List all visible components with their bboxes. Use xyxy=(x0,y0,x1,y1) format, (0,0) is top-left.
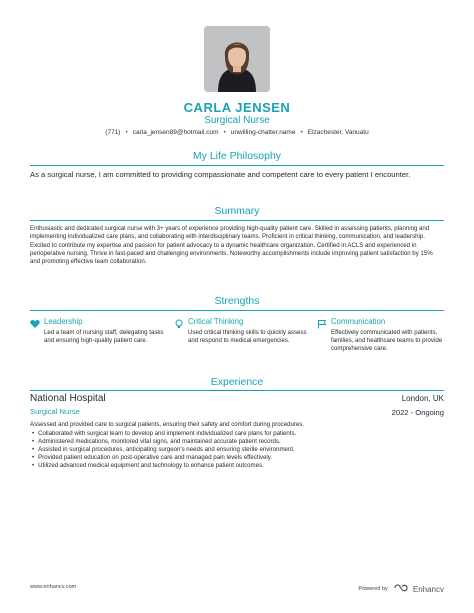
flag-icon xyxy=(317,316,327,326)
strength-title: Communication xyxy=(331,316,386,326)
strength-title: Critical Thinking xyxy=(188,316,244,326)
strength-head xyxy=(30,315,170,327)
separator-dot: • xyxy=(300,129,303,136)
list-item: • Provided patient education on post-operative care and managed pain levels effectively. xyxy=(32,454,442,462)
separator-dot: • xyxy=(125,129,128,136)
list-item: • Collaborated with surgical team to develop and implement individualized care plans for patients. xyxy=(32,430,442,438)
job-company: National Hospital xyxy=(30,393,106,404)
job-role: Surgical Nurse xyxy=(30,407,80,416)
powered-by-label: Powered by xyxy=(358,586,388,592)
list-item: • Utilized advanced medical equipment and technology to enhance patient outcomes. xyxy=(32,462,442,470)
strength-title: Leadership xyxy=(44,316,83,326)
section-heading-experience: Experience xyxy=(210,376,264,388)
strength-head xyxy=(317,315,457,327)
strength-item xyxy=(317,315,457,353)
job-summary: Assessed and provided care to surgical patients, ensuring their safety and comfort during procedures. xyxy=(30,421,305,428)
summary-text: Enthusiastic and dedicated surgical nurse with 3+ years of experience providing high-quality patient care. Skilled in assessing patients, planning and implementing individualized care plans, and collaborating with interdisciplinary teams. Proficient in critical thinking, communication, and leadership. Excited to contribute my expertise and passion for patient advocacy to a dynamic healthcare organization. Certified in ACLS and experienced in perioperative nursing. Thrive in fast-paced and challenging environments. Noteworthy accomplishments include improving patient satisfaction by 15% and promoting effective team collaboration. xyxy=(30,225,433,266)
job-dates: 2022 - Ongoing xyxy=(391,408,444,417)
lightbulb-icon xyxy=(174,316,184,326)
section-divider xyxy=(30,220,444,221)
job-bullets xyxy=(32,430,442,470)
location: Elzachester, Vanuatu xyxy=(307,129,369,136)
strength-head xyxy=(174,315,314,327)
job-location: London, UK xyxy=(401,394,444,403)
section-heading-philosophy: My Life Philosophy xyxy=(192,150,282,162)
separator-dot: • xyxy=(223,129,226,136)
strength-desc: Led a team of nursing staff, delegating tasks and ensuring high-quality patient care. xyxy=(44,329,164,344)
email: carla_jensen89@hotmail.com xyxy=(132,129,219,136)
contact-line xyxy=(0,129,474,136)
candidate-name: CARLA JENSEN xyxy=(183,100,291,115)
section-divider xyxy=(30,310,444,311)
list-item: • Assisted in surgical procedures, anticipating surgeon's needs and ensuring sterile environment. xyxy=(32,446,442,454)
philosophy-text: As a surgical nurse, I am committed to providing compassionate and competent care to every patient I encounter. xyxy=(30,170,411,179)
strength-item xyxy=(174,315,314,345)
section-divider xyxy=(30,390,444,391)
section-heading-strengths: Strengths xyxy=(214,295,260,307)
profile-photo xyxy=(204,26,270,92)
strength-desc: Used critical thinking skills to quickly assess and respond to medical emergencies. xyxy=(188,329,307,344)
footer-brand xyxy=(358,580,444,598)
strength-item xyxy=(30,315,170,345)
section-divider xyxy=(30,165,444,166)
phone: (771) xyxy=(105,129,121,136)
website: unwilling-chatter.name xyxy=(230,129,296,136)
section-heading-summary: Summary xyxy=(214,205,260,217)
strength-desc: Effectively communicated with patients, families, and healthcare teams to provide comprehensive care. xyxy=(331,329,443,352)
footer-website: www.enhancv.com xyxy=(30,584,77,590)
list-item: • Administered medications, monitored vital signs, and maintained accurate patient records. xyxy=(32,438,442,446)
candidate-title: Surgical Nurse xyxy=(204,115,270,126)
heart-icon xyxy=(30,316,40,326)
enhancv-logo-icon xyxy=(394,580,410,598)
brand-name: Enhancv xyxy=(412,584,444,594)
